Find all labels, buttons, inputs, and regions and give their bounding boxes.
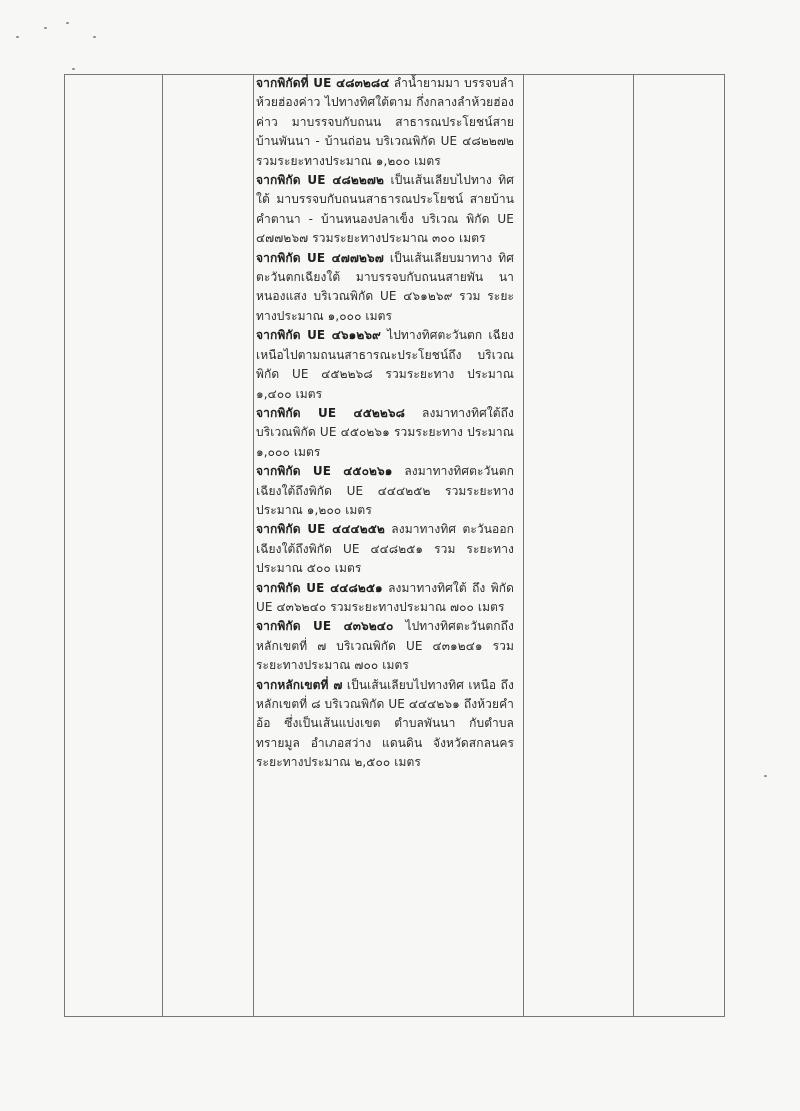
boundary-paragraph <box>256 462 514 520</box>
segment-label: จากพิกัด UE ๔๘๒๒๗๒ <box>256 173 385 188</box>
boundary-paragraph <box>256 676 514 773</box>
column-divider <box>633 75 634 1016</box>
segment-label: จากพิกัดที่ UE ๔๘๓๒๘๔ <box>256 76 390 90</box>
boundary-paragraph <box>256 74 514 171</box>
boundary-paragraph <box>256 326 514 404</box>
segment-text: ลงมาทางทิศใต้ถึง บริเวณพิกัด UE ๔๕๐๒๖๑ รวมระยะทาง ประมาณ ๑,๐๐๐ เมตร <box>256 405 515 459</box>
segment-label: จากหลักเขตที่ ๗ <box>256 677 343 692</box>
segment-label: จากพิกัด UE ๔๓๖๒๔๐ <box>256 619 394 634</box>
boundary-paragraph <box>256 171 514 249</box>
column-divider <box>523 75 524 1016</box>
segment-label: จากพิกัด UE ๔๕๒๒๖๘ <box>256 405 405 420</box>
segment-label: จากพิกัด UE ๔๗๗๒๖๗ <box>256 250 384 265</box>
segment-text: ไปทางทิศตะวันตก เฉียงเหนือไปตามถนนสาธารณะประโยชน์ถึง บริเวณพิกัด UE ๔๕๒๒๖๘ รวมระยะทาง ประมาณ ๑,๔๐๐ เมตร <box>256 328 514 401</box>
boundary-description-cell <box>256 74 514 773</box>
segment-label: จากพิกัด UE ๔๕๐๒๖๑ <box>256 464 393 479</box>
segment-text: ลงมาทางทิศ ตะวันออกเฉียงใต้ถึงพิกัด UE ๔๔๘๒๕๑ รวม ระยะทางประมาณ ๕๐๐ เมตร <box>256 522 514 576</box>
segment-text: เป็นเส้นเลียบไปทางทิศ เหนือ ถึงหลักเขตที่ ๘ บริเวณพิกัด UE ๔๔๔๒๖๑ ถึงห้วยคำอ้อ ซึ่งเป็นเส้นแบ่งเขต ตำบลพันนา กับตำบลทรายมูล อำเภอสว่าง แดนดิน จังหวัดสกลนคร ระยะทางประมาณ ๒,๕๐๐ เมตร <box>256 677 514 770</box>
segment-text: ลงมาทางทิศตะวันตก เฉียงใต้ถึงพิกัด UE ๔๔๔๒๕๒ รวมระยะทาง ประมาณ ๑,๒๐๐ เมตร <box>256 464 514 517</box>
boundary-paragraph <box>256 520 514 578</box>
segment-text: ลงมาทางทิศใต้ ถึง พิกัด UE ๔๓๖๒๔๐ รวมระยะทางประมาณ ๗๐๐ เมตร <box>256 580 514 614</box>
boundary-paragraph <box>256 404 514 462</box>
segment-label: จากพิกัด UE ๔๔๔๒๕๒ <box>256 522 385 537</box>
segment-text: เป็นเส้นเลียบมาทาง ทิศตะวันตกเฉียงใต้ มาบรรจบกับถนนสายพัน นาหนองแสง บริเวณพิกัด UE ๔๖๑๒๖๙ รวม ระยะทางประมาณ ๑,๐๐๐ เมตร <box>256 250 514 323</box>
column-divider <box>253 75 254 1016</box>
segment-label: จากพิกัด UE ๔๖๑๒๖๙ <box>256 328 381 343</box>
segment-text: ลำน้ำยามมา บรรจบลำห้วยฮ่องค่าว ไปทางทิศใต้ตาม กึ่งกลางลำห้วยฮ่องค่าว มาบรรจบกับถนน สาธารณประโยชน์สายบ้านพันนา - บ้านถ่อน บริเวณพิกัด UE ๔๘๒๒๗๒ รวมระยะทางประมาณ ๑,๒๐๐ เมตร <box>256 76 514 168</box>
boundary-paragraph <box>256 249 514 327</box>
segment-label: จากพิกัด UE ๔๔๘๒๕๑ <box>256 580 383 595</box>
boundary-paragraph <box>256 617 514 675</box>
segment-text: เป็นเส้นเลียบไปทาง ทิศใต้ มาบรรจบกับถนนสาธารณประโยชน์ สายบ้านคำตานา - บ้านหนองปลาเข็ง บริเวณ พิกัด UE ๔๗๗๒๖๗ รวมระยะทางประมาณ ๓๐๐ เมตร <box>256 173 514 246</box>
segment-text: ไปทางทิศตะวันตกถึง หลักเขตที่ ๗ บริเวณพิกัด UE ๔๓๑๒๔๑ รวม ระยะทางประมาณ ๗๐๐ เมตร <box>256 619 514 673</box>
column-divider <box>162 75 163 1016</box>
boundary-paragraph <box>256 579 514 618</box>
